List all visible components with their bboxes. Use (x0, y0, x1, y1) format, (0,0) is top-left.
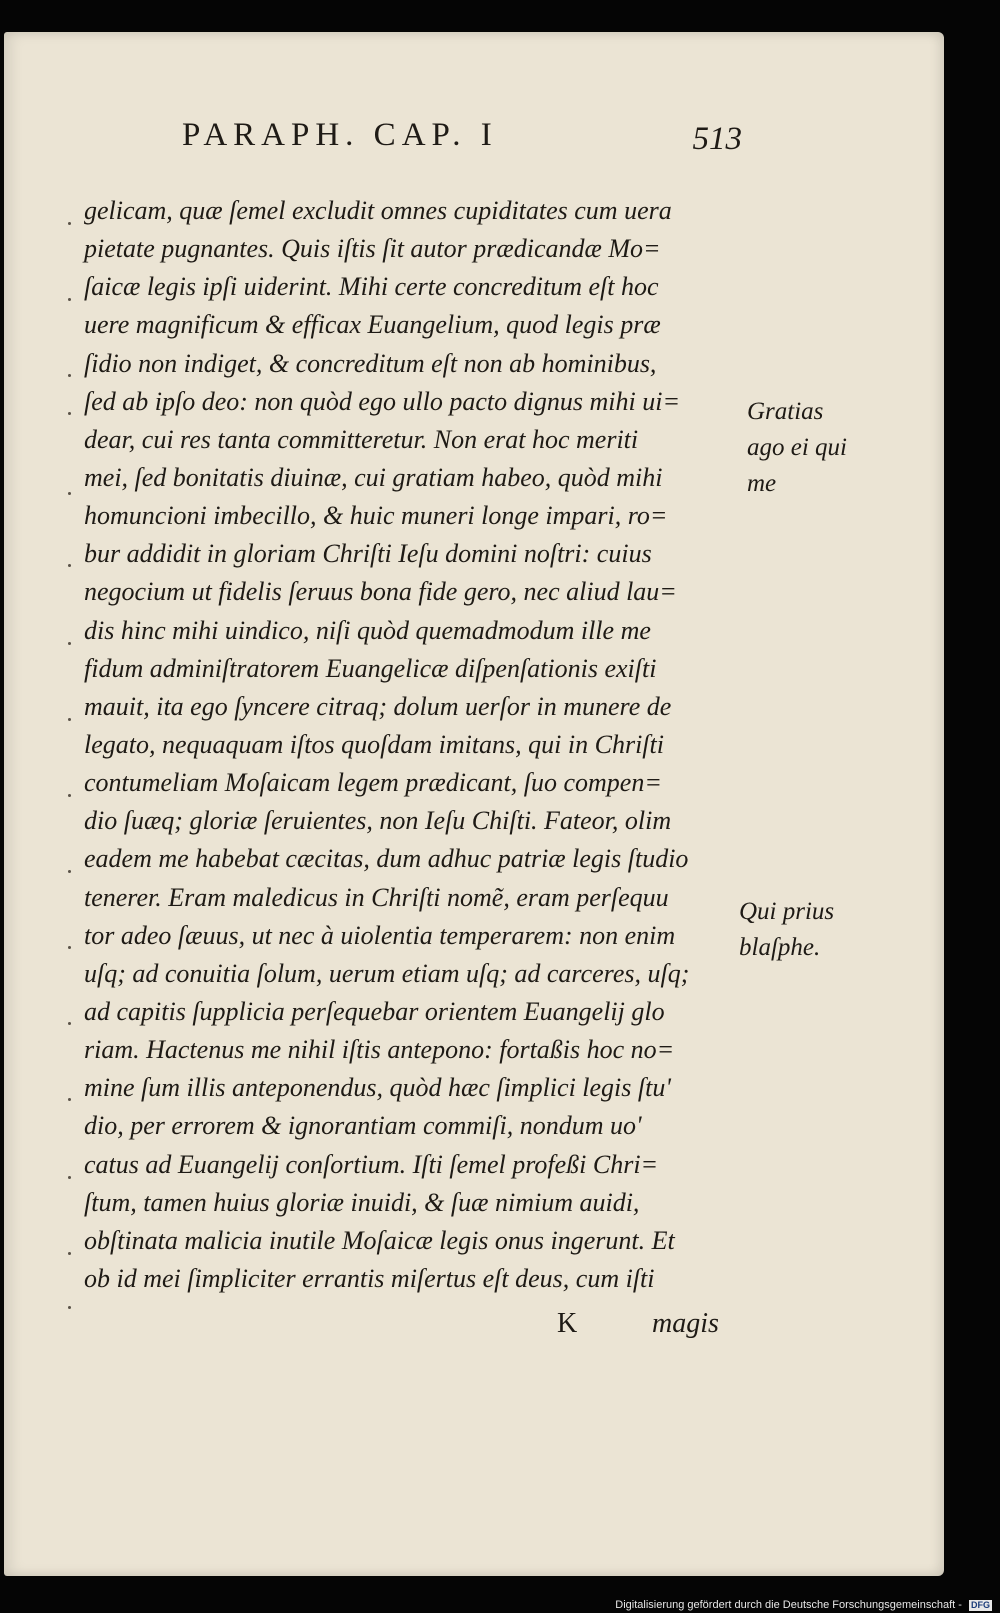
text-line: pietate pugnantes. Quis iſtis ſit autor prædicandæ Mo= (84, 234, 661, 264)
text-line: ob id mei ſimpliciter errantis miſertus eſt deus, cum iſti (84, 1263, 655, 1293)
text-line: uſq; ad conuitia ſolum, uerum etiam uſq; ad carceres, uſq; (84, 958, 690, 988)
text-line: tor adeo ſæuus, ut nec à uiolentia temperarem: non enim (84, 920, 676, 950)
text-line: dio, per errorem & ignorantiam commiſi, nondum uo' (84, 1111, 642, 1141)
binding-specks (62, 202, 80, 1322)
text-line: ſaicæ legis ipſi uiderint. Mihi certe concreditum eſt hoc (84, 272, 659, 302)
marginal-line: me (747, 470, 777, 497)
text-line: eadem me habebat cæcitas, dum adhuc patriæ legis ſtudio (84, 844, 689, 874)
text-line: bur addidit in gloriam Chriſti Ieſu domini noſtri: cuius (84, 539, 652, 569)
digitization-credit (615, 1599, 992, 1611)
text-line: fidum adminiſtratorem Euangelicæ diſpenſationis exiſti (84, 653, 657, 683)
book-page (4, 32, 944, 1576)
text-line: ſtum, tamen huius gloriæ inuidi, & ſuæ nimium auidi, (84, 1187, 640, 1217)
text-line: mine ſum illis anteponendus, quòd hæc ſimplici legis ſtu' (84, 1073, 671, 1103)
text-line: gelicam, quæ ſemel excludit omnes cupiditates cum uera (84, 196, 672, 225)
text-line: mauit, ita ego ſyncere citraq; dolum uerſor in munere de (84, 691, 672, 721)
marginal-line: Qui prius (739, 898, 835, 925)
text-line: dio ſuæq; gloriæ ſeruientes, non Ieſu Chiſti. Fateor, olim (84, 806, 672, 836)
marginal-line: Gratias (747, 398, 824, 425)
text-line: mei, ſed bonitatis diuinæ, cui gratiam habeo, quòd mihi (84, 462, 663, 492)
text-line: catus ad Euangelij conſortium. Iſti ſemel profeßi Chri= (84, 1149, 659, 1179)
text-line: riam. Hactenus me nihil iſtis antepono: fortaßis hoc no= (84, 1035, 675, 1065)
text-line: uere magnificum & efficax Euangelium, quod legis præ (84, 310, 661, 340)
text-line: ad capitis ſupplicia perſequebar orientem Euangelij glo (84, 996, 665, 1026)
signature-mark: K (557, 1308, 578, 1339)
marginal-note-qui-prius (739, 894, 834, 966)
text-line: legato, nequaquam iſtos quoſdam imitans, qui in Chriſti (84, 729, 664, 759)
main-text-block (84, 192, 744, 1298)
text-line: obſtinata malicia inutile Moſaicæ legis onus ingerunt. Et (84, 1225, 675, 1255)
page-number: 513 (692, 121, 742, 157)
dfg-logo: DFG (971, 1599, 990, 1610)
text-line: tenerer. Eram maledicus in Chriſti nomẽ, eram perſequu (84, 882, 669, 912)
catchword: magis (652, 1308, 719, 1339)
text-line: negocium ut fidelis ſeruus bona fide gero, nec aliud lau= (84, 577, 677, 607)
text-line: contumeliam Moſaicam legem prædicant, ſuo compen= (84, 768, 662, 798)
text-line: ſed ab ipſo deo: non quòd ego ullo pacto dignus mihi ui= (84, 386, 680, 416)
marginal-note-gratias (747, 394, 847, 502)
credit-text: Digitalisierung gefördert durch die Deutsche Forschungsgemeinschaft - (615, 1599, 962, 1611)
running-title: PARAPH. CAP. I (182, 117, 498, 153)
running-header (182, 117, 742, 167)
text-line: dis hinc mihi uindico, niſi quòd quemadmodum ille me (84, 615, 651, 645)
text-line: dear, cui res tanta committeretur. Non erat hoc meriti (84, 424, 639, 454)
text-line: ſidio non indiget, & concreditum eſt non ab hominibus, (84, 348, 657, 378)
marginal-line: blaſphe. (739, 934, 821, 961)
marginal-line: ago ei qui (747, 434, 847, 461)
text-line: homuncioni imbecillo, & huic muneri longe impari, ro= (84, 501, 668, 531)
